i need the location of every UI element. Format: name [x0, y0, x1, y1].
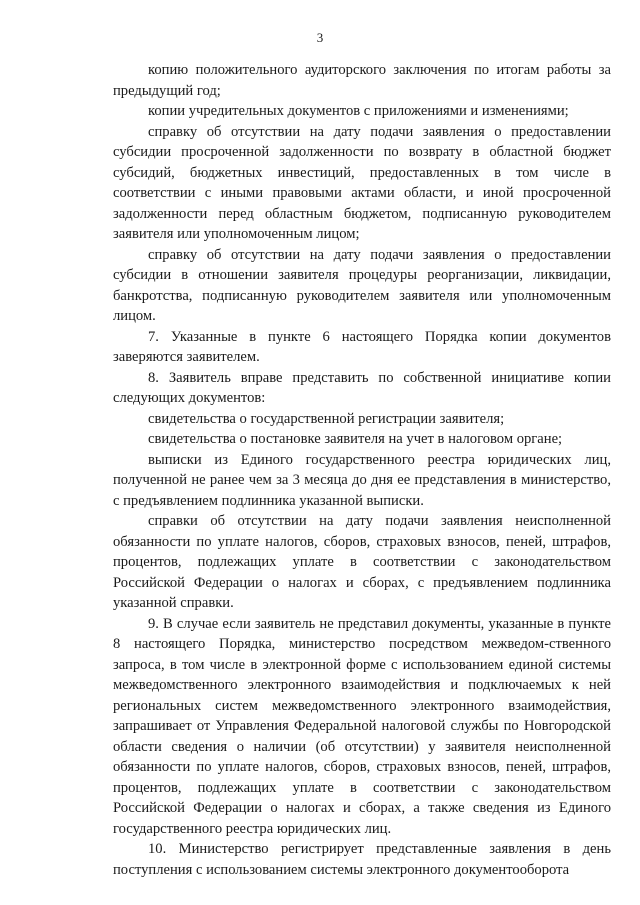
- paragraph-tax-obligation-certificate: справки об отсутствии на дату подачи заявления неисполненной обязанности по уплате налогов, сборов, страховых взносов, пеней, штрафов, процентов, подлежащих уплате в соответствии с законодательством Российской Федерации о налогах и сборах, с предъявлением подлинника указанной справки.: [113, 513, 611, 611]
- paragraph-tax-registration: свидетельства о постановке заявителя на учет в налоговом органе;: [148, 431, 563, 447]
- paragraph-debt-certificate: справку об отсутствии на дату подачи заявления о предоставлении субсидии просроченной задолженности по возврату в областной бюджет субсидий, бюджетных инвестиций, предоставленных в том числе в соответствии с иными правовыми актами области, и иной просроченной задолженности перед областным бюджетом, подписанную руководителем заявителя или уполномоченным лицом;: [113, 123, 611, 242]
- paragraph-clause-8: 8. Заявитель вправе представить по собственной инициативе копии следующих документов:: [113, 369, 611, 406]
- paragraph-clause-7: 7. Указанные в пункте 6 настоящего Порядка копии документов заверяются заявителем.: [113, 328, 611, 365]
- paragraph-registration-certificate: свидетельства о государственной регистрации заявителя;: [148, 410, 505, 427]
- paragraph-clause-9: 9. В случае если заявитель не представил документы, указанные в пункте 8 настоящего Порядка, министерство посредством межведом-ственного запроса, в том числе в электронной форме с использованием единой системы межведомственного электронного взаимодействия и подключаемых к ней региональных систем межведомственного электронного взаимодействия, запрашивает от Управления Федеральной налоговой службы по Новгородской области сведения о наличии (об отсутствии) у заявителя неисполненной обязанности по уплате налогов, сборов, страховых взносов, пеней, штрафов, процентов, подлежащих уплате в соответствии с законодательством Российской Федерации о налогах и сборах, а также сведения из Единого государственного реестра юридических лиц.: [113, 615, 611, 837]
- page-number: 3: [316, 30, 324, 45]
- paragraph-register-extract: выписки из Единого государственного реестра юридических лиц, полученной не ранее чем за 3 месяца до дня ее представления в министерство, с предъявлением подлинника указанной выписки.: [113, 451, 611, 509]
- paragraph-founding-documents: копии учредительных документов с приложениями и изменениями;: [148, 103, 569, 119]
- paragraph-audit-conclusion: копию положительного аудиторского заключения по итогам работы за предыдущий год;: [113, 62, 611, 99]
- paragraph-clause-10: 10. Министерство регистрирует представленные заявления в день поступления с использованием системы электронного документооборота: [113, 841, 611, 878]
- paragraph-reorganization-certificate: справку об отсутствии на дату подачи заявления о предоставлении субсидии в отношении заявителя процедуры реорганизации, ликвидации, банкротства, подписанную руководителем заявителя или уполномоченным лицом.: [113, 246, 611, 324]
- document-body: [113, 60, 611, 880]
